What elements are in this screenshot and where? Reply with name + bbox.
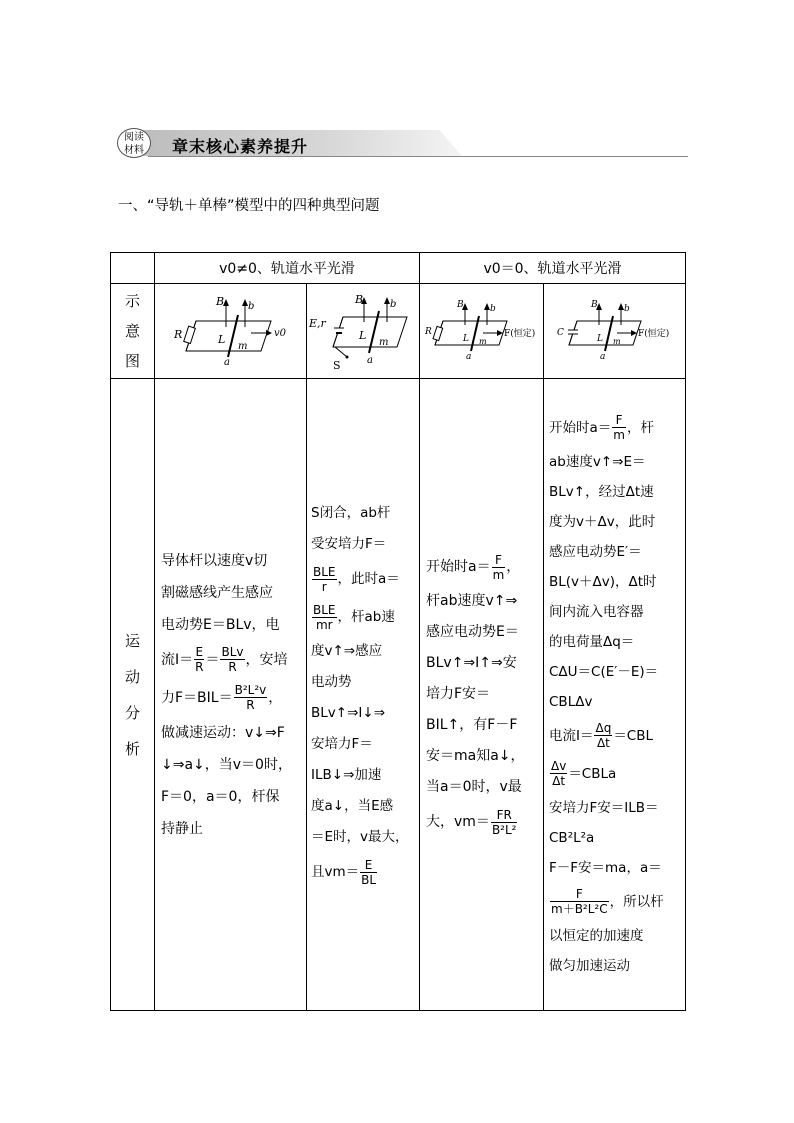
text-line: 电动势 [311, 674, 352, 690]
numerator: BLE [313, 602, 336, 617]
text-line: F＝0，a＝0，杆保 [161, 788, 280, 805]
numerator: Δq [595, 721, 612, 735]
denominator: Δt [552, 774, 566, 788]
fraction [220, 645, 244, 674]
label-b: b [390, 298, 397, 310]
text-line [549, 409, 680, 447]
text-line: 持静止 [161, 820, 203, 837]
text-line: 杆ab速度v↑⇒ [426, 593, 518, 609]
header-corner [111, 253, 155, 284]
label-b-field: B [456, 299, 464, 310]
text-fragment: 且vm＝ [311, 864, 360, 880]
text-line: BIL↑，有F－F [426, 717, 518, 733]
text-fragment: ， [268, 689, 283, 706]
label-b: b [623, 303, 630, 314]
rail-diagram-battery [307, 287, 419, 372]
text-line: 做减速运动：v↓⇒F [161, 724, 285, 741]
text-line [549, 883, 680, 921]
header-left: v0≠0、轨道水平光滑 [155, 253, 420, 284]
row-label-char: 析 [124, 739, 140, 758]
text-line: 的电荷量Δq＝ [549, 633, 635, 650]
text-line: 电动势E＝BLv，电 [161, 616, 280, 633]
text-line: CBLΔv [549, 693, 593, 710]
text-line: ab速度v↑⇒E＝ [549, 453, 646, 470]
denominator: m＋B²L²C [551, 902, 608, 916]
text-line: BL(v＋Δv)，Δt时 [549, 573, 657, 590]
text-fragment: ，杆 [626, 419, 654, 436]
numerator: F [550, 887, 609, 902]
label-l: L [596, 333, 603, 344]
label-a: a [367, 354, 373, 366]
text-fragment: ，此时a＝ [337, 571, 400, 587]
text-line [549, 755, 680, 793]
fraction [234, 683, 268, 712]
text-line: ↓⇒a↓，当v＝0时， [161, 756, 292, 773]
chapter-banner [112, 128, 682, 160]
numerator: BLE [313, 564, 336, 579]
label-b-field: B [355, 292, 364, 306]
text-line [426, 548, 537, 586]
row-label-char: 运 [124, 631, 140, 650]
label-b: b [489, 303, 496, 314]
text-line: BLv↑⇒I↓⇒ [311, 705, 385, 721]
text-fragment: 力F＝BIL＝ [161, 689, 233, 706]
reading-material-badge [117, 128, 151, 158]
text-fragment: ，所以杆 [609, 893, 664, 910]
denominator: mr [315, 617, 333, 632]
text-line: 培力F安＝ [426, 686, 491, 702]
row-label-diagram [111, 284, 155, 379]
numerator: FR [491, 808, 518, 823]
text-line: F－F安＝ma，a＝ [549, 859, 662, 876]
label-v: v0 [273, 327, 286, 339]
banner-divider [148, 156, 688, 157]
label-r: R [173, 327, 182, 341]
text-line: 做匀加速运动 [549, 957, 630, 974]
label-force: F(恒定) [503, 328, 535, 339]
denominator: B²L² [491, 822, 517, 837]
text-line: 度a↓，当E感 [311, 798, 394, 814]
diagram-cell-3 [420, 284, 544, 379]
fraction [312, 565, 337, 594]
badge-line2: 材料 [124, 145, 144, 156]
text-line: ＝E时，v最大， [311, 829, 409, 845]
text-fragment: ，杆ab速 [337, 609, 395, 625]
header-right: v0＝0、轨道水平光滑 [420, 253, 686, 284]
denominator: r [321, 579, 327, 594]
diagram-cell-1 [155, 284, 307, 379]
text-line [161, 679, 300, 717]
row-label-char: 分 [124, 703, 140, 722]
text-line: 感应电动势E′＝ [549, 543, 642, 560]
label-b-field: B [590, 299, 598, 310]
text-line: 间内流入电容器 [549, 603, 644, 620]
fraction [492, 553, 506, 582]
rail-diagram-capacitor-force [545, 287, 685, 372]
label-s: S [333, 358, 341, 372]
diagram-cell-2 [307, 284, 420, 379]
label-a: a [465, 351, 471, 362]
numerator: F [492, 553, 506, 568]
numerator: E [195, 645, 204, 659]
fraction [594, 721, 612, 750]
text-line [161, 641, 300, 679]
fraction [550, 759, 567, 788]
text-line: 导体杆以速度v切 [161, 552, 268, 569]
text-fragment: 电流I＝ [549, 727, 594, 744]
label-a: a [223, 356, 230, 368]
analysis-cell-1 [155, 379, 307, 1011]
text-fragment: ，安培 [245, 651, 288, 668]
fraction [194, 645, 204, 674]
text-line: BLv↑⇒I↑⇒安 [426, 655, 517, 671]
numerator: BLv [221, 645, 244, 659]
denominator: R [246, 698, 255, 712]
text-line: 受安培力F＝ [311, 536, 387, 552]
label-l: L [462, 333, 469, 344]
denominator: R [195, 660, 204, 674]
label-m: m [379, 336, 389, 348]
model-table [110, 252, 686, 1011]
fraction [360, 858, 377, 887]
text-fragment: 流I＝ [161, 651, 194, 668]
numerator: F [612, 413, 626, 428]
text-line [549, 717, 680, 755]
numerator: B²L²v [234, 683, 267, 697]
text-fragment: 大，vm＝ [426, 814, 490, 830]
text-line: 当a＝0时，v最 [426, 779, 522, 795]
text-line: 安培力F＝ [311, 736, 373, 752]
text-line: 度为v＋Δv，此时 [549, 513, 656, 530]
row-label-char: 动 [124, 667, 140, 686]
label-a: a [599, 351, 605, 362]
denominator: BL [361, 872, 377, 887]
fraction [491, 808, 518, 837]
text-fragment: ＝ [205, 651, 220, 668]
label-l: L [217, 332, 225, 346]
table-header-row [111, 253, 686, 284]
label-r: R [424, 326, 432, 337]
text-line [311, 853, 415, 891]
text-line: ILB↓⇒加速 [311, 767, 382, 783]
rail-diagram-resistor-force [421, 287, 543, 372]
fraction [550, 887, 609, 916]
text-line: CΔU＝C(E′－E)＝ [549, 663, 659, 680]
row-label-analysis [111, 379, 155, 1011]
denominator: R [228, 660, 237, 674]
label-c: C [556, 327, 564, 338]
row-label-char: 图 [124, 352, 140, 370]
fraction [312, 603, 337, 632]
label-force: F(恒定) [637, 328, 669, 339]
analysis-row [111, 379, 686, 1011]
label-l: L [359, 328, 367, 342]
analysis-cell-2 [307, 379, 420, 1011]
fraction [612, 413, 626, 442]
text-line [311, 560, 415, 598]
badge-line1: 阅读 [124, 132, 144, 143]
text-fragment: 开始时a＝ [549, 419, 612, 436]
label-b-field: B [215, 294, 224, 308]
text-line: 安＝ma知a↓， [426, 748, 525, 764]
text-fragment: ＝CBL [613, 727, 654, 744]
denominator: m [613, 428, 625, 442]
label-m: m [612, 336, 621, 346]
text-line [311, 598, 415, 636]
numerator: Δv [551, 759, 567, 773]
label-m: m [478, 336, 487, 346]
text-line: CB²L²a [549, 829, 595, 846]
chapter-title: 章末核心素养提升 [172, 137, 309, 156]
text-line: 割磁感线产生感应 [161, 584, 273, 601]
text-fragment: ， [506, 559, 521, 575]
text-line: 安培力F安＝ILB＝ [549, 799, 659, 816]
text-line: BLv↑，经过Δt速 [549, 483, 654, 500]
text-fragment: ＝CBLa [568, 765, 617, 782]
text-line: 度v↑⇒感应 [311, 643, 383, 659]
row-label-char: 示 [124, 292, 140, 310]
label-m: m [237, 340, 247, 352]
diagram-cell-4 [544, 284, 686, 379]
analysis-cell-3 [420, 379, 544, 1011]
denominator: m [492, 567, 505, 582]
diagram-row [111, 284, 686, 379]
analysis-cell-4 [544, 379, 686, 1011]
label-b: b [247, 300, 254, 312]
text-line: 以恒定的加速度 [549, 927, 644, 944]
denominator: Δt [596, 736, 610, 750]
section-title: 一、“导轨＋单棒”模型中的四种典型问题 [118, 198, 380, 214]
text-line: S闭合，ab杆 [311, 505, 391, 521]
row-label-char: 意 [124, 322, 140, 340]
numerator: E [360, 858, 377, 873]
text-line [426, 803, 537, 841]
text-line: 感应电动势E＝ [426, 624, 519, 640]
rail-diagram-resistor [156, 287, 306, 372]
text-fragment: 开始时a＝ [426, 559, 491, 575]
label-er: E,r [309, 316, 326, 330]
